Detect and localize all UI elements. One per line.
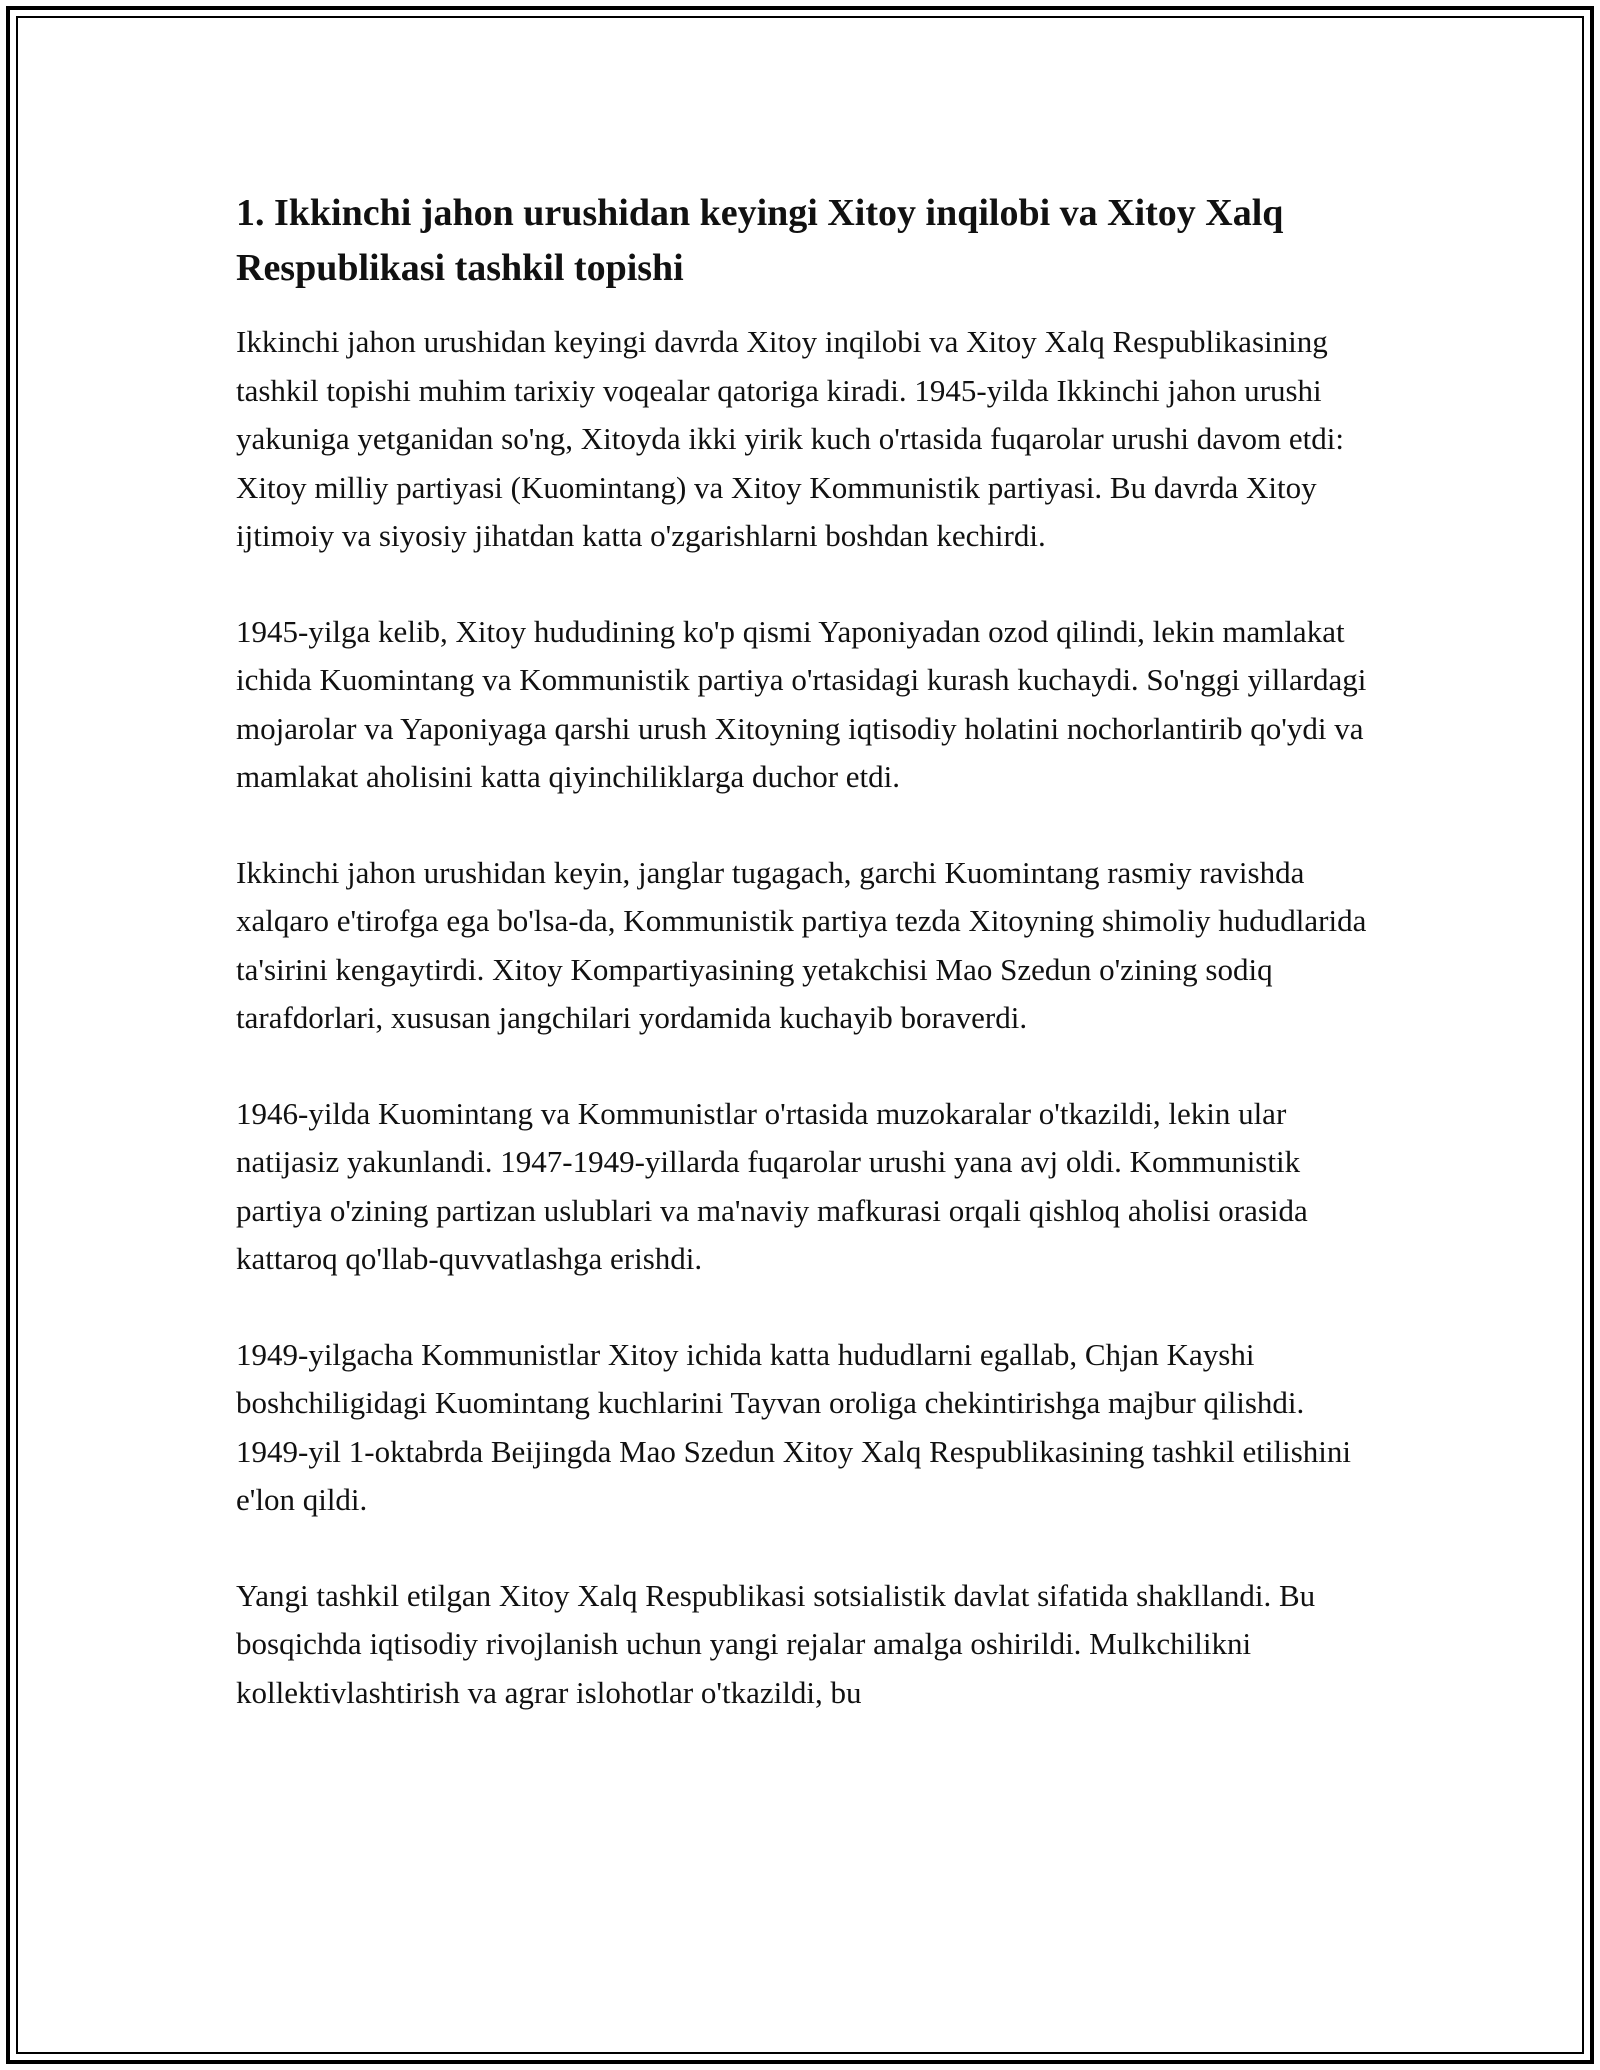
paragraph-3: Ikkinchi jahon urushidan keyin, janglar tugagach, garchi Kuomintang rasmiy ravishda xalqaro e'tirofga ega bo'lsa-da, Kommunistik partiya tezda Xitoyning shimoliy hududlarida ta'sirini kengaytirdi. Xitoy Kompartiyasining yetakchisi Mao Szedun o'zining sodiq tarafdorlari, xususan jangchilari yordamida kuchayib boraverdi. xyxy=(236,854,1367,1035)
paragraph-5: 1949-yilgacha Kommunistlar Xitoy ichida katta hududlarni egallab, Chjan Kayshi boshchiligidagi Kuomintang kuchlarini Tayvan oroliga chekintirishga majbur qilishdi. 1949-yil 1-oktabrda Beijingda Mao Szedun Xitoy Xalq Respublikasining tashkil etilishini e'lon qildi. xyxy=(236,1336,1352,1517)
section-heading: 1. Ikkinchi jahon urushidan keyingi Xitoy inqilobi va Xitoy Xalq Respublikasi tashkil topishi xyxy=(236,192,1284,289)
paragraph-1: Ikkinchi jahon urushidan keyingi davrda Xitoy inqilobi va Xitoy Xalq Respublikasining tashkil topishi muhim tarixiy voqealar qatoriga kiradi. 1945-yilda Ikkinchi jahon urushi yakuniga yetganidan so'ng, Xitoyda ikki yirik kuch o'rtasida fuqarolar urushi davom etdi: Xitoy milliy partiyasi (Kuomintang) va Xitoy Kommunistik partiyasi. Bu davrda Xitoy ijtimoiy va siyosiy jihatdan katta o'zgarishlarni boshdan kechirdi. xyxy=(236,324,1344,553)
paragraph-2: 1945-yilga kelib, Xitoy hududining ko'p qismi Yaponiyadan ozod qilindi, lekin mamlakat ichida Kuomintang va Kommunistik partiya o'rtasidagi kurash kuchaydi. So'nggi yillardagi mojarolar va Yaponiyaga qarshi urush Xitoyning iqtisodiy holatini nochorlantirib qo'ydi va mamlakat aholisini katta qiyinchiliklarga duchor etdi. xyxy=(236,613,1367,794)
paragraph-6: Yangi tashkil etilgan Xitoy Xalq Respublikasi sotsialistik davlat sifatida shakllandi. Bu bosqichda iqtisodiy rivojlanish uchun yangi rejalar amalga oshirildi. Mulkchilikni kollektivlashtirish va agrar islohotlar o'tkazildi, bu xyxy=(236,1577,1316,1710)
paragraph-4: 1946-yilda Kuomintang va Kommunistlar o'rtasida muzokaralar o'tkazildi, lekin ular natijasiz yakunlandi. 1947-1949-yillarda fuqarolar urushi yana avj oldi. Kommunistik partiya o'zining partizan uslublari va ma'naviy mafkurasi orqali qishloq aholisi orasida kattaroq qo'llab-quvvatlashga erishdi. xyxy=(236,1095,1308,1276)
document-body xyxy=(236,186,1376,1764)
